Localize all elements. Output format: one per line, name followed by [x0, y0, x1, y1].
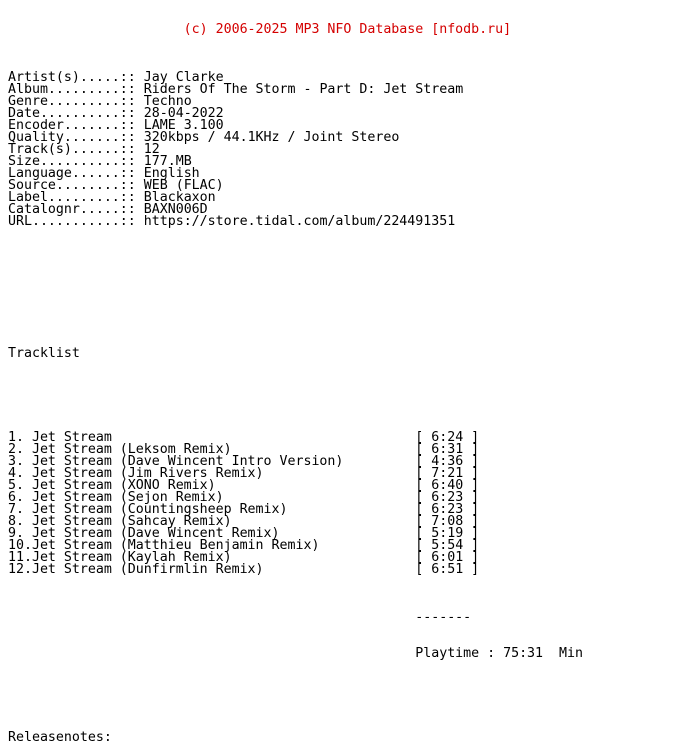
info-field-label: Album.........::	[8, 82, 144, 97]
track-title: 3. Jet Stream (Dave Wincent Intro Version)	[8, 454, 416, 469]
track-title: 6. Jet Stream (Sejon Remix)	[8, 490, 416, 505]
info-field-value: Jay Clarke	[143, 70, 224, 85]
track-duration: [ 4:36 ]	[415, 454, 480, 469]
blank-line	[8, 384, 583, 396]
track-duration: [ 6:40 ]	[415, 478, 480, 493]
info-field-value: BAXN006D	[143, 202, 208, 217]
info-field-value: English	[143, 166, 200, 181]
info-field-label: Catalognr.....::	[8, 202, 144, 217]
track-row	[8, 564, 583, 576]
info-field-value: 12	[143, 142, 160, 157]
info-field-label: Date..........::	[8, 106, 144, 121]
track-duration: [ 6:51 ]	[415, 562, 480, 577]
info-field-value[interactable]: https://store.tidal.com/album/224491351	[143, 214, 456, 229]
info-field-label: Source........::	[8, 178, 144, 193]
track-duration: [ 6:31 ]	[415, 442, 480, 457]
nfo-document	[8, 0, 583, 756]
info-field-label: Artist(s).....::	[8, 70, 144, 85]
blank-line	[8, 300, 583, 312]
track-title: 12.Jet Stream (Dunfirmlin Remix)	[8, 562, 416, 577]
blank-line	[8, 684, 583, 696]
release-info-fields	[8, 72, 583, 228]
tracklist-heading: Tracklist	[8, 346, 80, 361]
info-field-value: 177.MB	[143, 154, 192, 169]
total-playtime: Playtime : 75:31 Min	[8, 646, 583, 661]
info-field-value: LAME 3.100	[143, 118, 224, 133]
info-field-label: URL...........::	[8, 214, 144, 229]
info-field-value: 28-04-2022	[143, 106, 224, 121]
info-field-value: 320kbps / 44.1KHz / Joint Stereo	[143, 130, 400, 145]
tracklist	[8, 432, 583, 576]
info-field-row	[8, 216, 583, 228]
track-title: 8. Jet Stream (Sahcay Remix)	[8, 514, 416, 529]
track-duration: [ 6:01 ]	[415, 550, 480, 565]
track-duration: [ 5:54 ]	[415, 538, 480, 553]
info-field-label: Label.........::	[8, 190, 144, 205]
info-field-label: Encoder.......::	[8, 118, 144, 133]
nfodb-header: (c) 2006-2025 MP3 NFO Database [nfodb.ru]	[8, 22, 512, 37]
info-field-value: Riders Of The Storm - Part D: Jet Stream	[143, 82, 464, 97]
track-duration: [ 5:19 ]	[415, 526, 480, 541]
track-title: 9. Jet Stream (Dave Wincent Remix)	[8, 526, 416, 541]
track-duration: [ 7:08 ]	[415, 514, 480, 529]
playtime-separator: -------	[8, 610, 472, 625]
info-field-value: Blackaxon	[143, 190, 216, 205]
blank-line	[8, 264, 583, 276]
info-field-label: Size..........::	[8, 154, 144, 169]
track-duration: [ 6:24 ]	[415, 430, 480, 445]
track-title: 11.Jet Stream (Kaylah Remix)	[8, 550, 416, 565]
info-field-label: Quality.......::	[8, 130, 144, 145]
track-title: 5. Jet Stream (XONO Remix)	[8, 478, 416, 493]
info-field-label: Track(s)......::	[8, 142, 144, 157]
info-field-value: WEB (FLAC)	[143, 178, 224, 193]
track-duration: [ 6:23 ]	[415, 502, 480, 517]
track-title: 4. Jet Stream (Jim Rivers Remix)	[8, 466, 416, 481]
track-title: 10.Jet Stream (Matthieu Benjamin Remix)	[8, 538, 416, 553]
info-field-value: Techno	[143, 94, 192, 109]
track-duration: [ 6:23 ]	[415, 490, 480, 505]
track-title: 2. Jet Stream (Leksom Remix)	[8, 442, 416, 457]
track-duration: [ 7:21 ]	[415, 466, 480, 481]
info-field-label: Genre.........::	[8, 94, 144, 109]
track-title: 1. Jet Stream	[8, 430, 416, 445]
releasenotes-heading: Releasenotes:	[8, 730, 112, 745]
info-field-label: Language......::	[8, 166, 144, 181]
track-title: 7. Jet Stream (Countingsheep Remix)	[8, 502, 416, 517]
